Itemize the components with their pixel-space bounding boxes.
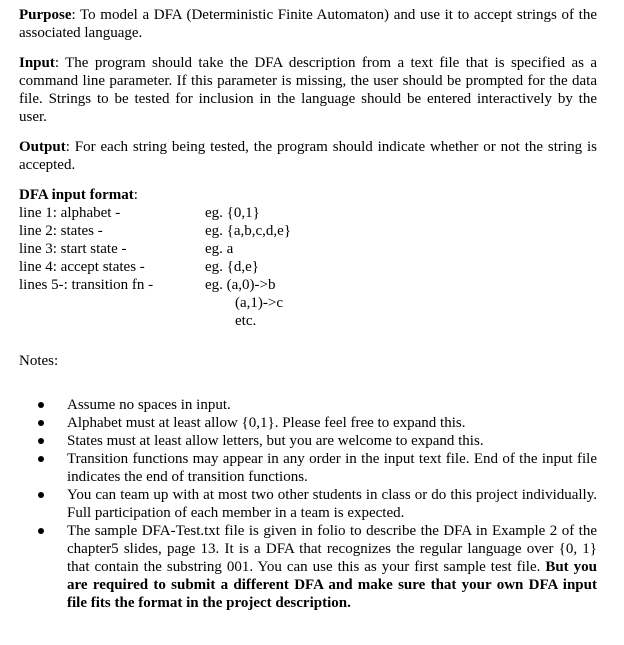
note-text: You can team up with at most two other students in class or do this project individually. Full participation of each member in a team is expected. [67, 487, 597, 521]
output-paragraph [19, 138, 597, 174]
purpose-label: Purpose [19, 7, 72, 23]
format-example-continued: (a,1)->c [235, 295, 284, 311]
format-row [19, 294, 597, 312]
notes-heading: Notes: [19, 353, 59, 369]
bullet-icon [38, 492, 44, 498]
list-item [67, 414, 597, 432]
bullet-icon [38, 402, 44, 408]
purpose-text: : To model a DFA (Deterministic Finite Automaton) and use it to accept strings of the associated language. [19, 7, 597, 41]
dfa-format-colon: : [133, 187, 138, 203]
format-example: eg. {d,e} [205, 259, 259, 275]
bullet-icon [38, 456, 44, 462]
list-item [67, 522, 597, 612]
bullet-icon [38, 438, 44, 444]
dfa-format-table [19, 204, 597, 330]
output-label: Output [19, 139, 66, 155]
output-text: : For each string being tested, the program should indicate whether or not the string is accepted. [19, 139, 597, 173]
list-item [67, 486, 597, 522]
format-example: eg. {0,1} [205, 205, 260, 221]
input-paragraph [19, 54, 597, 126]
note-text: The sample DFA-Test.txt file is given in folio to describe the DFA in Example 2 of the chapter5 slides, page 13. It is a DFA that recognizes the regular language over {0, 1} that contain the substring 001. You can use this as your first sample test file. [67, 523, 597, 575]
note-bold-requirement: But you are required to submit a different DFA and make sure that your own DFA input file fits the format in the project description. [67, 559, 597, 611]
input-label: Input [19, 55, 55, 71]
dfa-format-heading [19, 186, 597, 204]
format-row [19, 222, 597, 240]
format-row [19, 204, 597, 222]
note-text: Alphabet must at least allow {0,1}. Please feel free to expand this. [67, 415, 466, 431]
format-line-label: line 2: states - [19, 223, 103, 239]
list-item [67, 396, 597, 414]
format-row [19, 258, 597, 276]
document-page [19, 6, 597, 612]
list-item [67, 450, 597, 486]
format-example: eg. (a,0)->b [205, 277, 276, 293]
format-line-label: line 1: alphabet - [19, 205, 121, 221]
note-text: Transition functions may appear in any order in the input text file. End of the input file indicates the end of transition functions. [67, 451, 597, 485]
bullet-icon [38, 420, 44, 426]
format-example: eg. {a,b,c,d,e} [205, 223, 292, 239]
format-example-etc: etc. [235, 313, 257, 329]
format-line-label: line 4: accept states - [19, 259, 145, 275]
format-line-label: lines 5-: transition fn - [19, 277, 154, 293]
format-row [19, 312, 597, 330]
note-text: Assume no spaces in input. [67, 397, 231, 413]
format-example: eg. a [205, 241, 234, 257]
input-text: : The program should take the DFA description from a text file that is specified as a command line parameter. If this parameter is missing, the user should be prompted for the data file. Strings to be tested for inclusion in the language should be entered interactively by the user. [19, 55, 597, 125]
dfa-format-title: DFA input format [19, 187, 134, 203]
format-line-label: line 3: start state - [19, 241, 127, 257]
bullet-icon [38, 528, 44, 534]
note-text: States must at least allow letters, but you are welcome to expand this. [67, 433, 484, 449]
format-row [19, 240, 597, 258]
list-item [67, 432, 597, 450]
notes-list [19, 396, 597, 612]
purpose-paragraph [19, 6, 597, 42]
format-row [19, 276, 597, 294]
